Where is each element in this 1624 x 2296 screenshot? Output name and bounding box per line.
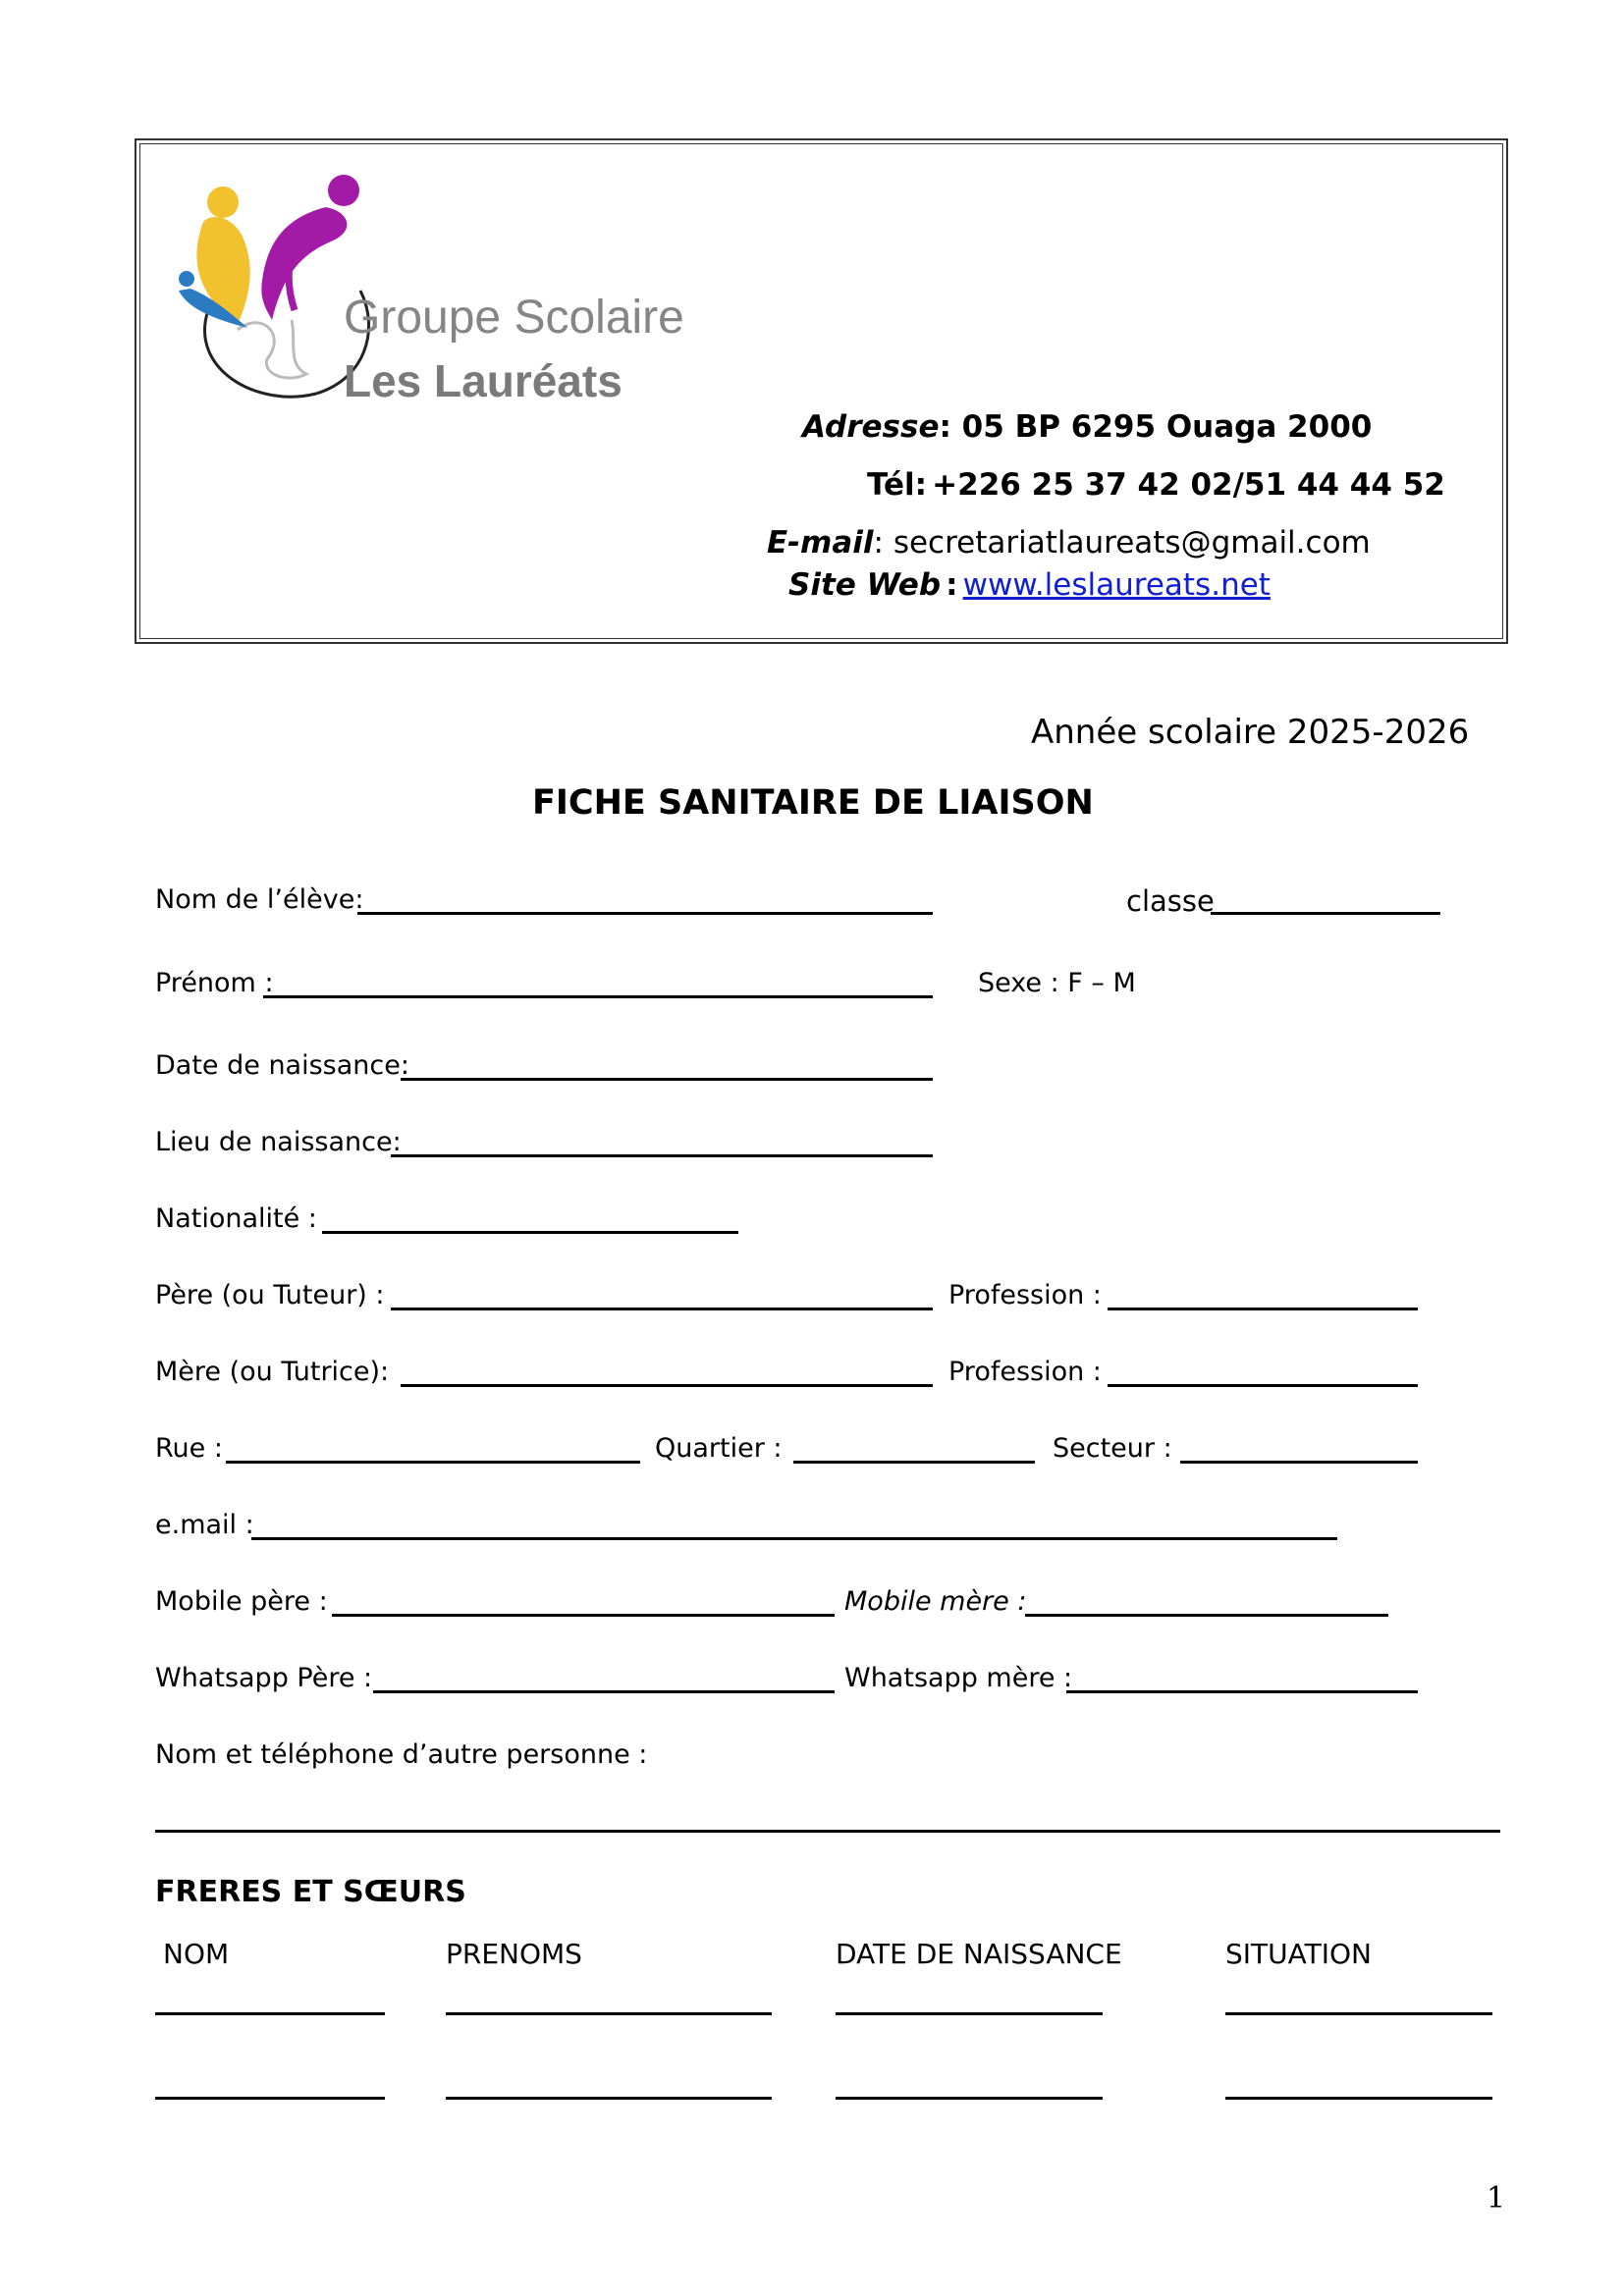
logo-purple-head — [328, 175, 359, 206]
mobile-mere-label: Mobile mère : — [844, 1586, 1027, 1617]
email-line — [767, 525, 1371, 561]
profession-pere-label: Profession : — [948, 1280, 1102, 1310]
siblings-col-situation: SITUATION — [1225, 1938, 1372, 1970]
pere-label: Père (ou Tuteur) : — [155, 1280, 385, 1310]
classe-field[interactable] — [1211, 912, 1440, 915]
sibling-1-situation-field[interactable] — [1225, 2012, 1492, 2015]
logo-yellow-head — [207, 187, 239, 218]
whatsapp-pere-field[interactable] — [373, 1690, 835, 1693]
address-label: Adresse — [802, 409, 940, 445]
nom-field[interactable] — [357, 912, 933, 915]
tel-value: +226 25 37 42 02/51 44 44 52 — [932, 467, 1445, 503]
mobile-mere-field[interactable] — [1025, 1614, 1388, 1617]
mobile-pere-field[interactable] — [332, 1614, 835, 1617]
quartier-label: Quartier : — [655, 1433, 783, 1464]
profession-pere-field[interactable] — [1108, 1308, 1418, 1310]
school-name-line2: Les Lauréats — [344, 355, 623, 406]
sibling-1-prenoms-field[interactable] — [446, 2012, 772, 2015]
tel-line — [867, 467, 1445, 503]
sibling-2-date-field[interactable] — [836, 2097, 1103, 2100]
secteur-label: Secteur : — [1053, 1433, 1172, 1464]
profession-mere-field[interactable] — [1108, 1384, 1418, 1387]
logo-blue-head — [179, 271, 194, 287]
date-naissance-field[interactable] — [401, 1078, 933, 1081]
siblings-col-date-naissance: DATE DE NAISSANCE — [836, 1938, 1122, 1970]
sibling-1-date-field[interactable] — [836, 2012, 1103, 2015]
email-label: E-mail — [767, 525, 874, 561]
mere-field[interactable] — [401, 1384, 933, 1387]
nom-label: Nom de l’élève: — [155, 884, 364, 915]
page-number: 1 — [1487, 2181, 1506, 2216]
prenom-field[interactable] — [263, 995, 933, 998]
siblings-heading: FRERES ET SŒURS — [155, 1875, 466, 1909]
rue-field[interactable] — [226, 1461, 640, 1464]
email-field-label: e.mail : — [155, 1510, 254, 1540]
sibling-2-prenoms-field[interactable] — [446, 2097, 772, 2100]
whatsapp-mere-label: Whatsapp mère : — [844, 1663, 1073, 1693]
rue-label: Rue : — [155, 1433, 223, 1464]
prenom-label: Prénom : — [155, 968, 274, 998]
sibling-2-nom-field[interactable] — [155, 2097, 385, 2100]
whatsapp-pere-label: Whatsapp Père : — [155, 1663, 373, 1693]
sexe-label: Sexe : F – M — [978, 968, 1136, 998]
autre-personne-field[interactable] — [155, 1830, 1500, 1833]
website-line — [788, 567, 1271, 603]
siblings-col-prenoms: PRENOMS — [446, 1938, 582, 1970]
nationalite-label: Nationalité : — [155, 1203, 317, 1234]
sibling-2-situation-field[interactable] — [1225, 2097, 1492, 2100]
page-title: FICHE SANITAIRE DE LIAISON — [532, 783, 1094, 823]
tel-label: Tél: — [867, 467, 928, 503]
email-value: : secretariatlaureats@gmail.com — [873, 525, 1371, 561]
nationalite-field[interactable] — [322, 1231, 738, 1234]
school-year: Année scolaire 2025-2026 — [1031, 713, 1470, 752]
lieu-naissance-label: Lieu de naissance: — [155, 1127, 402, 1157]
pere-field[interactable] — [391, 1308, 933, 1310]
address-value: : 05 BP 6295 Ouaga 2000 — [939, 409, 1373, 445]
address-line — [802, 409, 1372, 445]
website-label: Site Web — [788, 567, 942, 603]
sibling-1-nom-field[interactable] — [155, 2012, 385, 2015]
secteur-field[interactable] — [1180, 1461, 1418, 1464]
date-naissance-label: Date de naissance: — [155, 1050, 409, 1081]
classe-label: classe — [1126, 884, 1215, 918]
siblings-col-nom: NOM — [163, 1938, 230, 1970]
mobile-pere-label: Mobile père : — [155, 1586, 328, 1617]
mere-label: Mère (ou Tutrice): — [155, 1357, 390, 1387]
email-field[interactable] — [251, 1537, 1337, 1540]
autre-personne-label: Nom et téléphone d’autre personne : — [155, 1739, 648, 1770]
website-link[interactable]: www.leslaureats.net — [962, 567, 1271, 603]
quartier-field[interactable] — [793, 1461, 1035, 1464]
logo-vase — [238, 320, 306, 378]
lieu-naissance-field[interactable] — [391, 1154, 933, 1157]
profession-mere-label: Profession : — [948, 1357, 1102, 1387]
whatsapp-mere-field[interactable] — [1066, 1690, 1418, 1693]
school-name-line1: Groupe Scolaire — [344, 292, 684, 344]
website-sep: : — [946, 567, 958, 603]
